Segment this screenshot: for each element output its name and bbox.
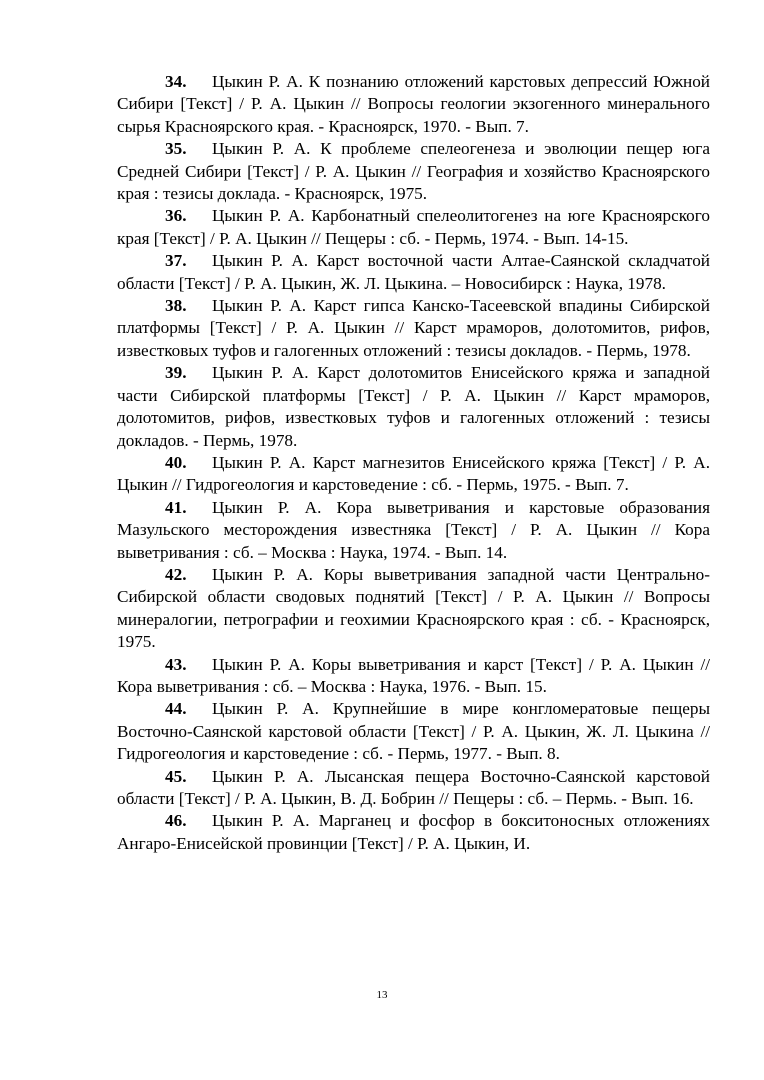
entry-text: Цыкин Р. А. Кора выветривания и карстовые образования Мазульского месторождения известняка [Текст] / Р. А. Цыкин // Кора выветривания : сб. – Москва : Наука, 1974. - Вып. 14. [117, 497, 710, 562]
entry-text: Цыкин Р. А. Лысанская пещера Восточно-Саянской карстовой области [Текст] / Р. А. Цыкин, В. Д. Бобрин // Пещеры : сб. – Пермь. - Вып. 16. [117, 766, 710, 808]
bibliography-entry-34 [117, 71, 710, 138]
entry-number: 40. [165, 452, 187, 472]
entry-text: Цыкин Р. А. К проблеме спелеогенеза и эволюции пещер юга Средней Сибири [Текст] / Р. А. Цыкин // География и хозяйство Красноярского края : тезисы доклада. - Красноярск, 1975. [117, 139, 710, 204]
entry-text: Цыкин Р. А. Карст магнезитов Енисейского кряжа [Текст] / Р. А. Цыкин // Гидрогеология и карстоведение : сб. - Пермь, 1975. - Вып. 7. [117, 452, 710, 495]
entry-text: Цыкин Р. А. Карст гипса Канско-Тасеевской впадины Сибирской платформы [Текст] / Р. А. Цыкин // Карст мраморов, долотомитов, рифов, известковых туфов и галогенных отложений : тезисы докладов. - Пермь, 1978. [117, 296, 710, 360]
entry-text: Цыкин Р. А. Карст восточной части Алтае-Саянской складчатой области [Текст] / Р. А. Цыкин, Ж. Л. Цыкина. – Новосибирск : Наука, 1978. [117, 251, 710, 293]
entry-number: 36. [165, 206, 187, 226]
bibliography-entry-35 [117, 138, 710, 205]
entry-number: 37. [165, 251, 187, 271]
bibliography-entry-39 [117, 362, 710, 452]
bibliography-entry-38 [117, 295, 710, 362]
entry-text: Цыкин Р. А. Крупнейшие в мире конгломератовые пещеры Восточно-Саянской карстовой области [Текст] / Р. А. Цыкин, Ж. Л. Цыкина // Гидрогеология и карстоведение : сб. - Пермь, 1977. - Вып. 8. [117, 699, 710, 764]
entry-number: 43. [165, 654, 187, 674]
entry-text: Цыкин Р. А. Коры выветривания и карст [Текст] / Р. А. Цыкин // Кора выветривания : сб. – Москва : Наука, 1976. - Вып. 15. [117, 654, 710, 696]
entry-text: Цыкин Р. А. Карбонатный спелеолитогенез на юге Красноярского края [Текст] / Р. А. Цыкин // Пещеры : сб. - Пермь, 1974. - Вып. 14-15. [117, 206, 710, 248]
entry-text: Цыкин Р. А. Марганец и фосфор в бокситоносных отложениях Ангаро-Енисейской провинции [Текст] / Р. А. Цыкин, И. [117, 811, 710, 853]
entry-text: Цыкин Р. А. К познанию отложений карстовых депрессий Южной Сибири [Текст] / Р. А. Цыкин // Вопросы геологии экзогенного минерального сырья Красноярского края. - Красноярск, 1970. - Вып. 7. [117, 72, 710, 136]
entry-number: 44. [165, 699, 187, 719]
bibliography-entry-43 [117, 654, 710, 699]
bibliography-entry-46 [117, 810, 710, 855]
entry-number: 38. [165, 296, 187, 316]
bibliography-entry-37 [117, 250, 710, 295]
entry-number: 34. [165, 72, 187, 91]
bibliography-entry-42 [117, 564, 710, 654]
bibliography-entry-41 [117, 497, 710, 564]
entry-number: 45. [165, 766, 187, 786]
entry-text: Цыкин Р. А. Коры выветривания западной части Центрально-Сибирской области сводовых поднятий [Текст] / Р. А. Цыкин // Вопросы минералогии, петрографии и геохимии Красноярского края : сб. - Красноярск, 1975. [117, 564, 710, 652]
entry-number: 41. [165, 497, 187, 517]
page-number: 13 [376, 989, 388, 1001]
entry-number: 46. [165, 811, 187, 831]
bibliography-entry-40 [117, 452, 710, 497]
entry-number: 35. [165, 139, 187, 159]
entry-number: 39. [165, 363, 187, 383]
entry-text: Цыкин Р. А. Карст долотомитов Енисейского кряжа и западной части Сибирской платформы [Текст] / Р. А. Цыкин // Карст мраморов, долотомитов, рифов, известковых туфов и галогенных отложений : тезисы докладов. - Пермь, 1978. [117, 363, 710, 450]
entry-number: 42. [165, 564, 187, 584]
bibliography-entry-44 [117, 698, 710, 765]
bibliography-entry-45 [117, 766, 710, 811]
bibliography-page [117, 71, 710, 855]
bibliography-entry-36 [117, 205, 710, 250]
